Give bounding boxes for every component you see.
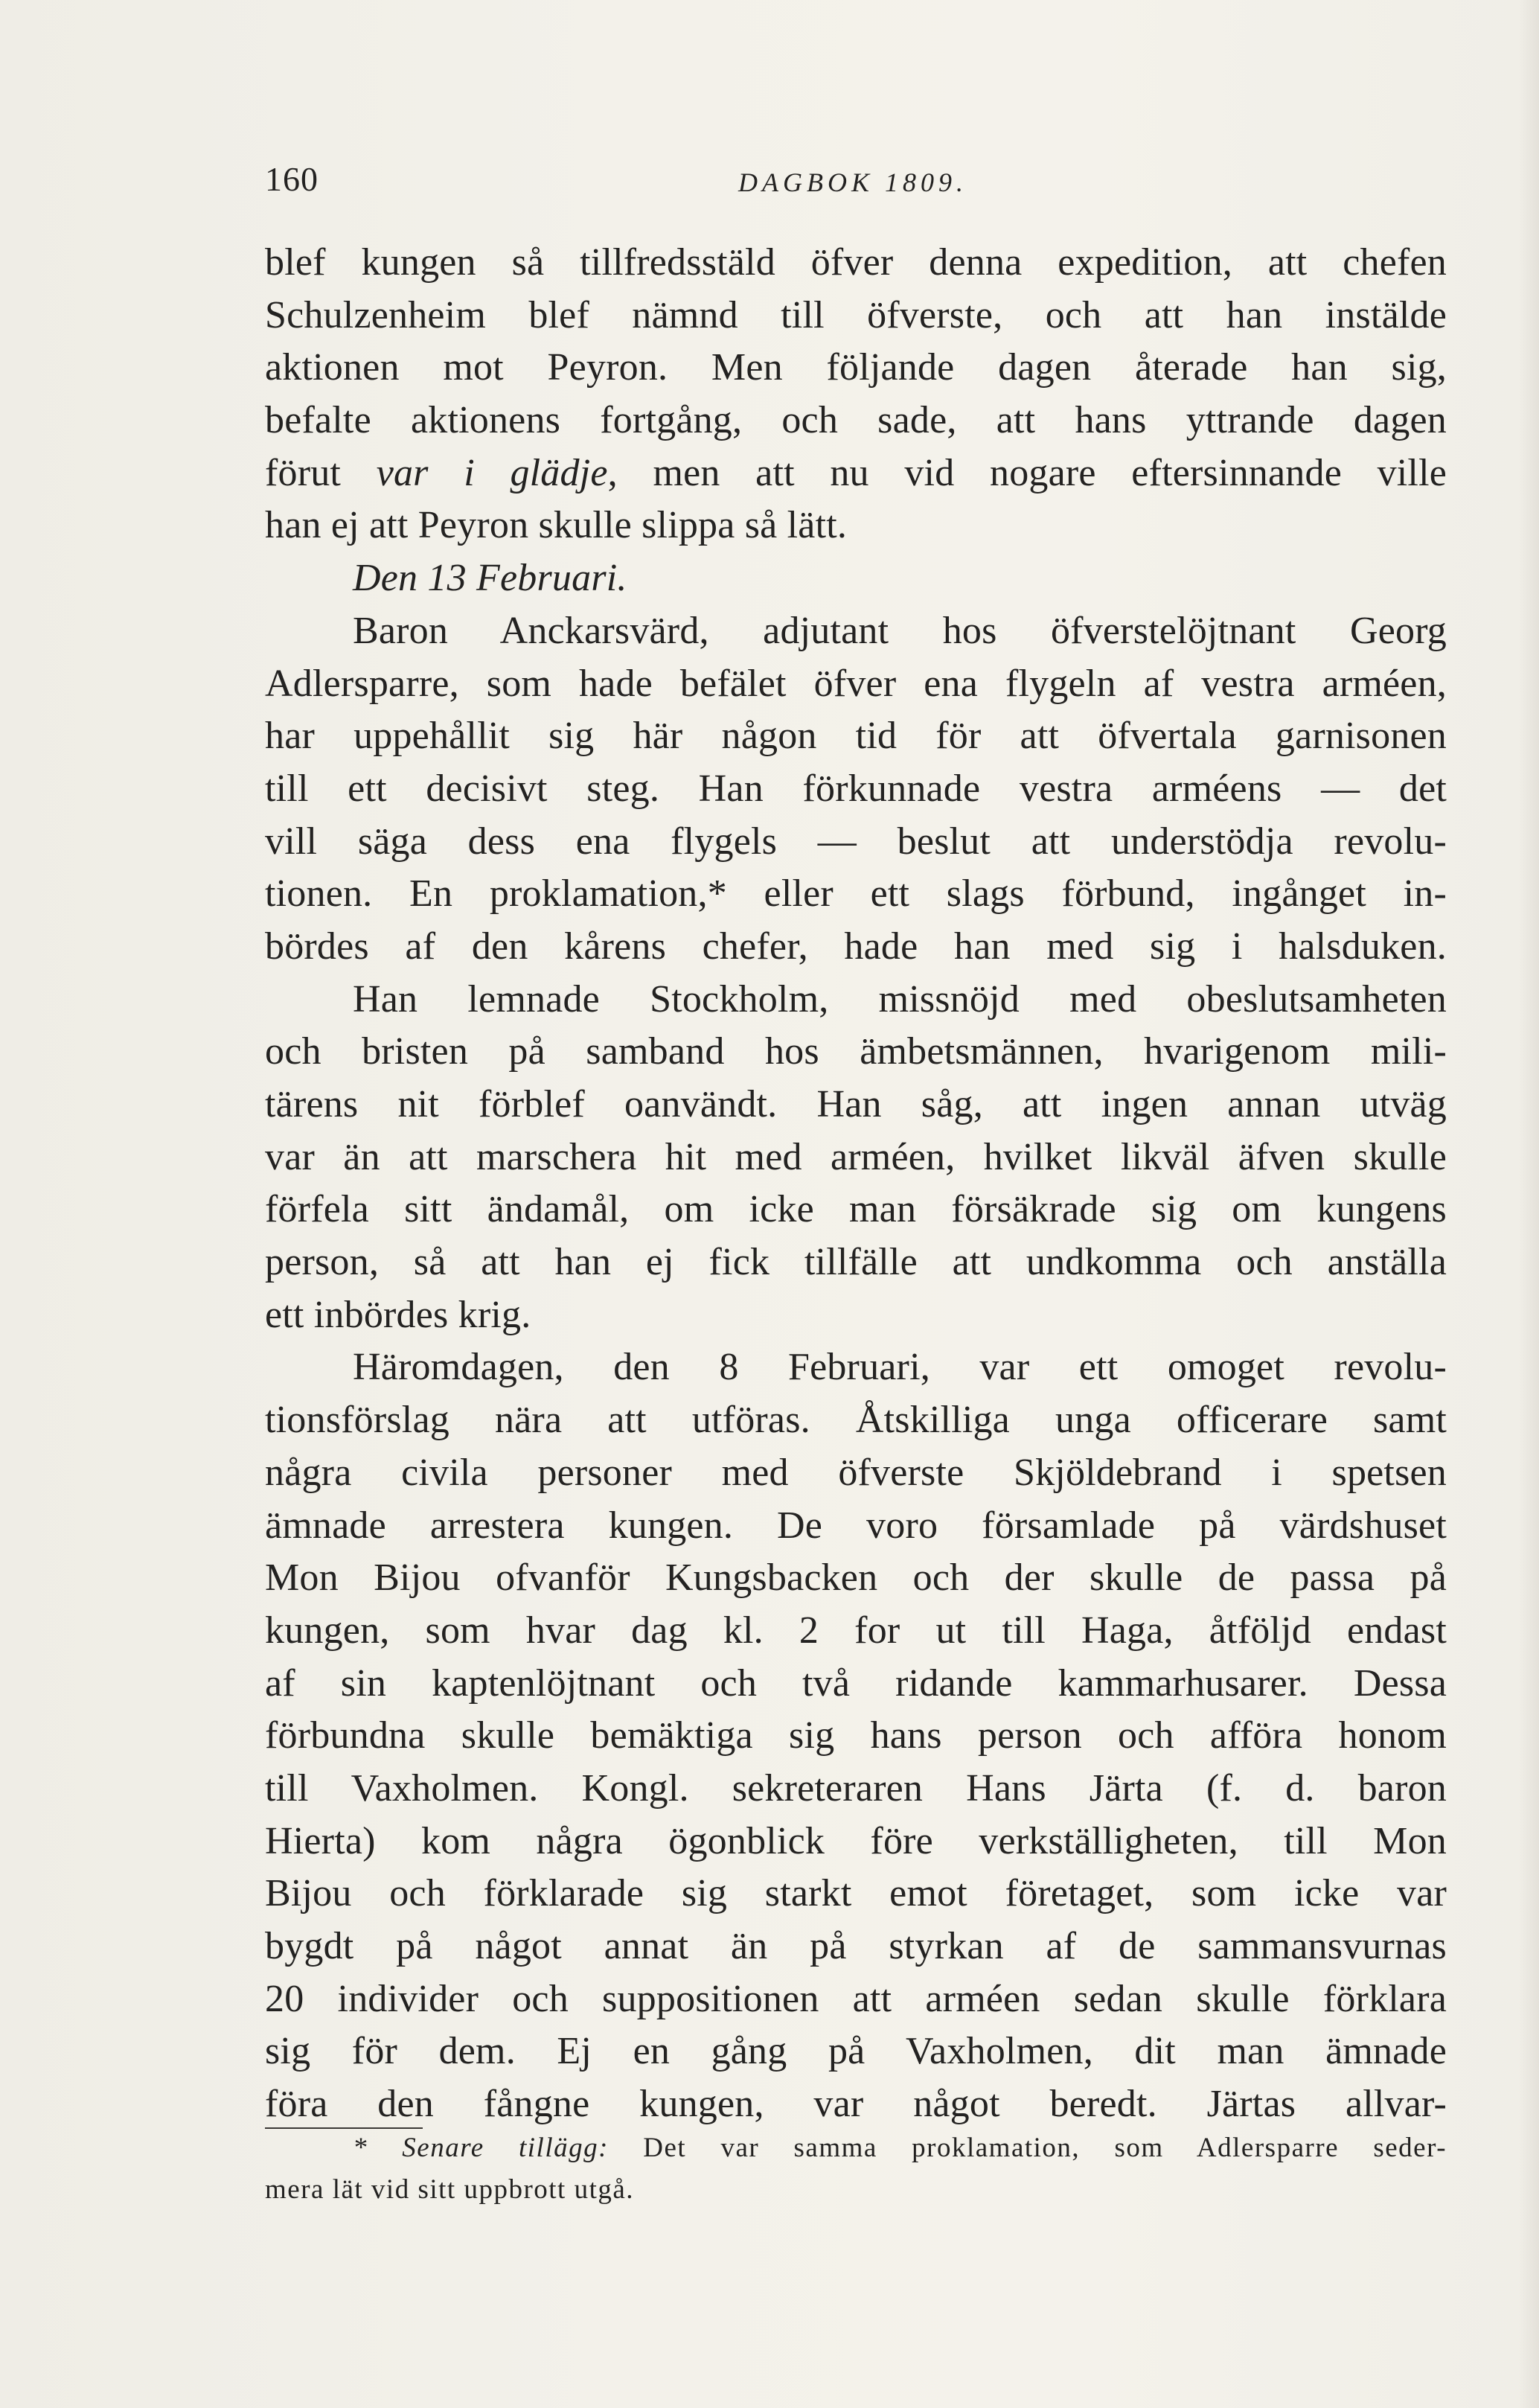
text-line: ämnade arrestera kungen. De voro församlade på värdshuset	[265, 1504, 1447, 1547]
footnote	[265, 2127, 1447, 2211]
text-line: Adlersparre, som hade befälet öfver ena flygeln af vestra arméen,	[265, 662, 1447, 705]
page-number: 160	[265, 160, 319, 198]
text-line: tionen. En proklamation,* eller ett slags förbund, ingånget in-	[265, 872, 1447, 916]
text-line: Bijou och förklarade sig starkt emot företaget, som icke var	[265, 1872, 1447, 1915]
text-line: sig för dem. Ej en gång på Vaxholmen, dit man ämnade	[265, 2030, 1447, 2073]
text-line: föra den fångne kungen, var något beredt. Järtas allvar-	[265, 2083, 1447, 2126]
running-head: DAGBOK 1809.	[738, 167, 967, 197]
page-header	[265, 159, 1444, 204]
footnote-line: mera lät vid sitt uppbrott utgå.	[265, 2174, 635, 2205]
text-line: tärens nit förblef oanvändt. Han såg, att ingen annan utväg	[265, 1083, 1447, 1125]
text-line: var än att marschera hit med arméen, hvilket likväl äfven skulle	[265, 1135, 1447, 1178]
date-heading: Den 13 Februari.	[353, 557, 627, 600]
text-line: Häromdagen, den 8 Februari, var ett omoget revolu-	[353, 1346, 1447, 1389]
text-line: har uppehållit sig här någon tid för att öfvertala garnisonen	[265, 715, 1447, 758]
body-text	[265, 237, 1447, 2131]
text-line: ett inbördes krig.	[265, 1293, 531, 1336]
footnote-line	[265, 2127, 1447, 2169]
text-line: blef kungen så tillfredsstäld öfver denna expedition, att chefen	[265, 241, 1447, 284]
text-line: Han lemnade Stockholm, missnöjd med obeslutsamheten	[353, 977, 1447, 1021]
text-line: förfela sitt ändamål, om icke man försäkrade sig om kungens	[265, 1188, 1447, 1231]
footnote-text: Det var samma proklamation, som Adlersparre seder-	[643, 2133, 1447, 2163]
text-line: till Vaxholmen. Kongl. sekreteraren Hans Järta (f. d. baron	[265, 1766, 1447, 1810]
text-line: Baron Anckarsvärd, adjutant hos öfverstelöjtnant Georg	[353, 609, 1447, 652]
text-line: person, så att han ej fick tillfälle att undkomma och anställa	[265, 1241, 1447, 1284]
text-line: och bristen på samband hos ämbetsmännen, hvarigenom mili-	[265, 1030, 1447, 1073]
text-line: befalte aktionens fortgång, och sade, att hans yttrande dagen	[265, 399, 1447, 442]
text-line: bördes af den kårens chefer, hade han med sig i halsduken.	[265, 924, 1447, 968]
footnote-marker: * Senare tillägg:	[353, 2133, 609, 2163]
text-line: till ett decisivt steg. Han förkunnade vestra arméens — det	[265, 767, 1447, 810]
text-line: aktionen mot Peyron. Men följande dagen återade han sig,	[265, 346, 1447, 389]
text-line: förut var i glädje, men att nu vid nogare eftersinnande ville	[265, 451, 1447, 494]
text-line: 20 individer och suppositionen att arméen sedan skulle förklara	[265, 1977, 1447, 2020]
text-line: af sin kaptenlöjtnant och två ridande kammarhusarer. Dessa	[265, 1661, 1447, 1705]
text-line: några civila personer med öfverste Skjöldebrand i spetsen	[265, 1451, 1447, 1494]
text-line: Schulzenheim blef nämnd till öfverste, och att han instälde	[265, 293, 1447, 336]
text-line: tionsförslag nära att utföras. Åtskilliga unga officerare samt	[265, 1399, 1447, 1442]
text-line: kungen, som hvar dag kl. 2 for ut till Haga, åtföljd endast	[265, 1609, 1447, 1652]
text-line: förbundna skulle bemäktiga sig hans person och afföra honom	[265, 1714, 1447, 1757]
text-line: bygdt på något annat än på styrkan af de sammansvurnas	[265, 1925, 1447, 1967]
text-line: han ej att Peyron skulle slippa så lätt.	[265, 504, 848, 547]
text-line: Hierta) kom några ögonblick före verkställigheten, till Mon	[265, 1819, 1447, 1862]
text-line: vill säga dess ena flygels — beslut att understödja revolu-	[265, 820, 1447, 863]
emphasized-phrase: var i glädje	[376, 451, 608, 494]
page-edge-shadow	[1518, 0, 1539, 2408]
text-line: Mon Bijou ofvanför Kungsbacken och der skulle de passa på	[265, 1556, 1447, 1600]
